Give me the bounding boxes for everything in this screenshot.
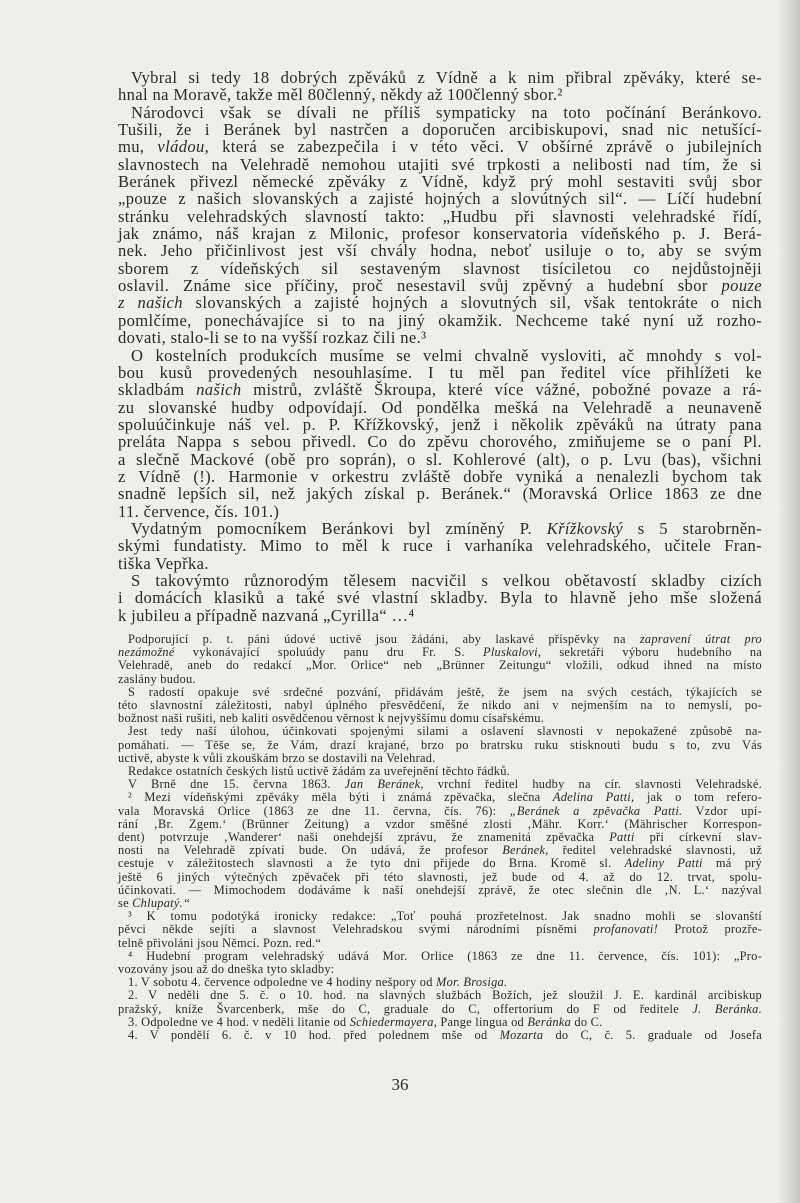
text-line [118,433,762,450]
text-segment: i domácích klasiků a také své vlastní skladby. Byla to hlavně jeho mše složená [118,588,762,608]
text-segment: bou kusů provedených nesouhlasíme. I tu měl pan ředitel více přihlížeti ke [118,362,762,382]
italic-text: z našich [118,293,183,313]
text-segment: která se zabezpečila i v této věci. V obšírné zprávě o jubilejních [209,137,762,157]
text-segment: oslavil. Známe sice příčiny, proč nesestavil svůj zpěvný a hudební sbor [118,276,722,296]
text-segment: jak o tom refero- [634,790,763,805]
text-line [118,329,762,346]
scan-edge-shadow [778,0,800,1203]
text-line [118,468,762,485]
text-segment: 2. V neděli dne 5. č. o 10. hod. na slavných službách Božích, jež sloužil J. E. kardinál arcibiskup [128,988,762,1003]
text-segment: do C, č. 5. graduale od Josefa [543,1028,762,1043]
text-segment: S takovýmto různorodým tělesem nacvičil s velkou obětavostí skladby cizích [131,570,762,590]
text-segment: Tušili, že i Beránek byl nastrčen a doporučen arcibiskupovi, snad nic netušící- [118,120,762,140]
text-segment: „pouze z našich slovanských a zajisté hojných a slovútných sil“. — Líčí hudební [118,189,762,209]
text-segment: Jest tedy naší úlohou, účinkovati spojenými silami a oslavení slavnosti v nepokažené způsobě na- [128,724,762,739]
text-segment: 3. Odpoledne ve 4 hod. v neděli litanie od [128,1014,350,1029]
italic-text: J. Beránka. [692,1001,762,1016]
text-line [118,451,762,468]
italic-text: „Beránek a zpěvačka Patti. [509,803,683,818]
text-segment: s 5 starobrněn- [623,518,762,538]
text-segment: stránku velehradských slavností takto: „Hudbu při slavnosti velehradské řídí, [118,206,762,226]
text-line [118,555,762,572]
text-segment: 4. V pondělí 6. č. v 10 hod. před polednem mše od [128,1028,500,1043]
text-segment: ³ K tomu podotýká ironicky redakce: „Toť pouhá prozřetelnost. Jak snadno mohli se slovanští [128,909,762,924]
text-line [118,277,762,294]
italic-text: Beránek, [502,843,549,858]
footnote-paragraph [118,1029,762,1042]
paragraph [118,104,762,347]
footnotes [118,633,762,1042]
text-line [118,589,762,606]
text-segment: vrchní ředitel hudby na cír. slavnosti Velehradské. [423,777,763,792]
text-segment: skladbám [118,380,197,400]
text-line [118,485,762,502]
italic-text: Mozarta [499,1028,544,1043]
text-segment: tiška Vepřka. [118,553,209,573]
text-segment: Beránek přivezl německé zpěváky z Vídně, když prý mohl sestaviti svůj sbor [118,172,762,192]
text-segment: Velehradě, aneb do redakcí „Mor. Orlice“ neb „Brünner Zeitungu“ vložili, odkud ihned na místo [118,658,762,673]
text-segment: Vydatným pomocníkem Beránkovi byl zmíněný P. [131,518,547,538]
footnote-paragraph [118,989,762,1015]
text-segment: V Brně dne 15. června 1863. [128,777,345,792]
italic-text: Jan Beránek, [344,777,424,792]
paragraph [118,347,762,520]
text-line [118,260,762,277]
italic-text: našich [196,380,242,400]
paragraph [118,69,762,104]
text-line [118,86,762,103]
text-segment: telně přivoláni jsou Němci. Pozn. red.“ [118,935,322,950]
page-number: 36 [391,1075,409,1094]
text-segment: nek. Jeho přičinlivost jest vší chvály hodna, neboť usiluje o to, aby se svým [118,241,762,261]
footnote-paragraph [118,910,762,950]
text-line [118,312,762,329]
text-line [118,242,762,259]
text-segment: božnost naši rušiti, neb kaliti osvědčenou věrnost k nejvyššímu domu císařskému. [118,711,545,726]
italic-text: Mor. Brosiga. [436,975,508,990]
text-line [118,190,762,207]
text-segment: uctivě, abyste k vůli zkouškám brzo se dostavili na Velehrad. [118,750,436,765]
italic-text: nezámožné [118,645,175,660]
paragraph [118,520,762,572]
text-segment: O kostelních produkcích musíme se velmi chvalně vysloviti, ač mnohdy s vol- [131,345,762,365]
text-line [118,69,762,86]
text-segment: Protož prozře- [658,922,762,937]
text-segment: mistrů, zvláště Škroupa, které více vážné, pobožné povaze a rá- [241,380,762,400]
text-line [118,104,762,121]
text-segment: vozovány jsou až do dneška tyto skladby: [118,962,335,977]
italic-text: zapravení útrat pro [639,632,762,646]
text-segment: Vzdor upí- [682,803,762,818]
text-segment: S radostí opakuje své srdečné pozvání, přidávám ještě, že jsem na svých cestách, týkajících se [128,684,762,699]
text-segment: dovati, stalo-li se to na vyšší rozkaz čili ne.³ [118,328,427,348]
text-segment: mu, [118,137,158,157]
text-line [118,208,762,225]
text-segment: nosti na Velehradě zpívati bude. On udává, že profesor [118,843,503,858]
text-segment: pomlčíme, ponechávajíce si to na jiný okamžik. Nechceme také nyní už rozho- [118,310,762,330]
italic-text: Křížkovský [546,518,624,538]
text-segment: ředitel velehradské slavnosti, už [548,843,762,858]
text-line [118,399,762,416]
text-line [118,520,762,537]
text-segment: při církevní slav- [634,830,762,845]
footnote-paragraph [118,686,762,726]
text-segment: do C. [571,1014,603,1029]
text-segment: ⁴ Hudební program velehradský udává Mor. Orlice (1863 ze dne 11. července, čís. 101): „Pro- [128,948,762,963]
text-line [118,121,762,138]
text-segment: zaslány budou. [118,671,196,686]
text-segment: pražský, kníže Švarcenberk, mše do C, graduale do C, offertorium do F od ředitele [118,1001,693,1016]
italic-text: Adelina Patti, [552,790,635,805]
text-line [118,884,762,897]
text-segment: a slečně Mackové (obě pro soprán), o sl. Kohlerové (alt), o p. Lvu (bas), všichni [118,449,762,469]
text-line [118,659,762,672]
text-segment: má prý [702,856,762,871]
text-segment: Vybral si tedy 18 dobrých zpěváků z Vídně a k nim přibral zpěváky, které se- [131,68,762,87]
italic-text: Chlupatý.“ [132,896,191,911]
italic-text: Beránka [527,1014,572,1029]
text-line [118,364,762,381]
text-segment: Redakce ostatních českých listů uctivě žádám za uveřejnění těchto řádků. [128,764,510,779]
text-line [118,1029,762,1042]
text-segment: snadně lepších sil, než jakých získal p. Beránek.“ (Moravská Orlice 1863 ze dne [118,484,762,504]
text-line [118,503,762,520]
text-segment: k jubileu a případně nazvaná „Cyrilla“ …⁴ [118,605,415,625]
text-segment: účinkovati. — Mimochodem dodáváme k naší onehdejší zprávě, že otec slečnin dle ‚N. L.‘ nazýval [118,882,762,897]
main-text [118,69,762,624]
footnote-paragraph [118,725,762,765]
text-segment: vala Moravská Orlice (1863 ze dne 11. června, čís. 76): [118,803,510,818]
text-segment: ² Mezi vídeňskými zpěváky měla býti i známá zpěvačka, slečna [128,790,553,805]
footnote-paragraph [118,950,762,976]
text-line [118,347,762,364]
text-segment: pěvci někde sejíti a slavnost Velehradskou svými národními písněmi [118,922,594,937]
text-segment: se [118,896,133,911]
text-line [118,607,762,624]
text-line [118,572,762,589]
text-line [118,537,762,554]
text-segment: 11. července, čís. 101.) [118,501,280,521]
text-segment: cestuje v záležitostech slavnosti a že tyto dni přijede do Brna. Kromě sl. [118,856,625,871]
text-segment: slavnostech na Velehradě nemohou utajiti své trpkosti a nelibosti nad tím, že si [118,154,762,174]
text-segment: z Vídně (!). Harmonie v orkestru zvláště dobře vyniká a nenalezli bychom tak [118,466,762,486]
paragraph [118,572,762,624]
text-segment: Pange lingua od [437,1014,528,1029]
text-segment: rání ‚Br. Zgem.‘ (Brünner Zeitung) a vzdor směšné zlosti ‚Mähr. Korr.‘ (Mährischer Korrespon- [118,816,762,831]
text-segment: spoluúčinkuje náš vel. p. P. Křížkovský, jenž i několik zpěváků na útraty pana [118,414,762,434]
italic-text: pouze [721,276,762,296]
text-segment: zu slovanské hudby odpovídají. Od pondělka mešká na Velehradě a neunaveně [118,397,762,417]
text-line [118,294,762,311]
text-line [118,381,762,398]
italic-text: Schiedermayera, [349,1014,438,1029]
text-segment: 1. V sobotu 4. července odpoledne ve 4 hodiny nešpory od [128,975,437,990]
text-segment: slovanských a zajisté hojných a slovutných sil, však tentokráte o nich [182,293,762,313]
text-segment: skými fundatisty. Mimo to měl k ruce i varhaníka velehradského, učitele Fran- [118,536,762,556]
text-segment: sborem z vídeňských sil sestaveným slavnost tisíciletou co nejdůstojněji [118,258,762,278]
text-line [118,225,762,242]
text-segment: sekretáři výboru hudebního na [541,645,763,660]
text-line [118,156,762,173]
footnote-paragraph [118,791,762,910]
text-segment: jak známo, náš krajan z Milonic, profesor konservatoria vídeňského p. J. Berá- [118,224,762,244]
italic-text: Patti [609,830,635,845]
text-segment: této slavnostní záležitosti, nabyl úplného přesvědčení, že nikdo ani v nejmenším na to nemyslí, po- [118,698,762,713]
text-segment: ještě 6 jiných výtečných zpěvaček při této slavnosti, jež bude od 4. až do 12. trvat, spolu- [118,869,762,884]
italic-text: Adeliny Patti [624,856,703,871]
italic-text: Pluskalovi, [483,645,542,660]
text-line [118,138,762,155]
text-segment: vykonávající spoluúdy panu dru Fr. S. [174,645,484,660]
text-segment: Národovci však se dívali ne příliš sympaticky na toto počínání Beránkovo. [131,102,762,122]
text-segment: hnal na Moravě, takže měl 80členný, někdy až 100členný sbor.² [118,85,563,105]
text-line [118,416,762,433]
text-segment: preláta Nappa s sebou přivedl. Co do zpěvu chorového, zmiňujeme se o paní Pl. [118,432,762,452]
italic-text: vládou, [157,137,210,157]
text-line [118,173,762,190]
italic-text: profanovati! [593,922,659,937]
text-segment: dent) potvrzuje ‚Wanderer‘ naši onehdejší zprávu, že znamenitá zpěvačka [118,830,610,845]
text-segment: pomáhati. — Těše se, že Vám, drazí krajané, brzo po bratrsku ruku stisknouti budu s to, zvu Vás [118,737,762,752]
text-segment: Podporující p. t. páni údové uctivě jsou žádáni, aby laskavé příspěvky na [128,632,640,646]
footnote-paragraph [118,633,762,686]
